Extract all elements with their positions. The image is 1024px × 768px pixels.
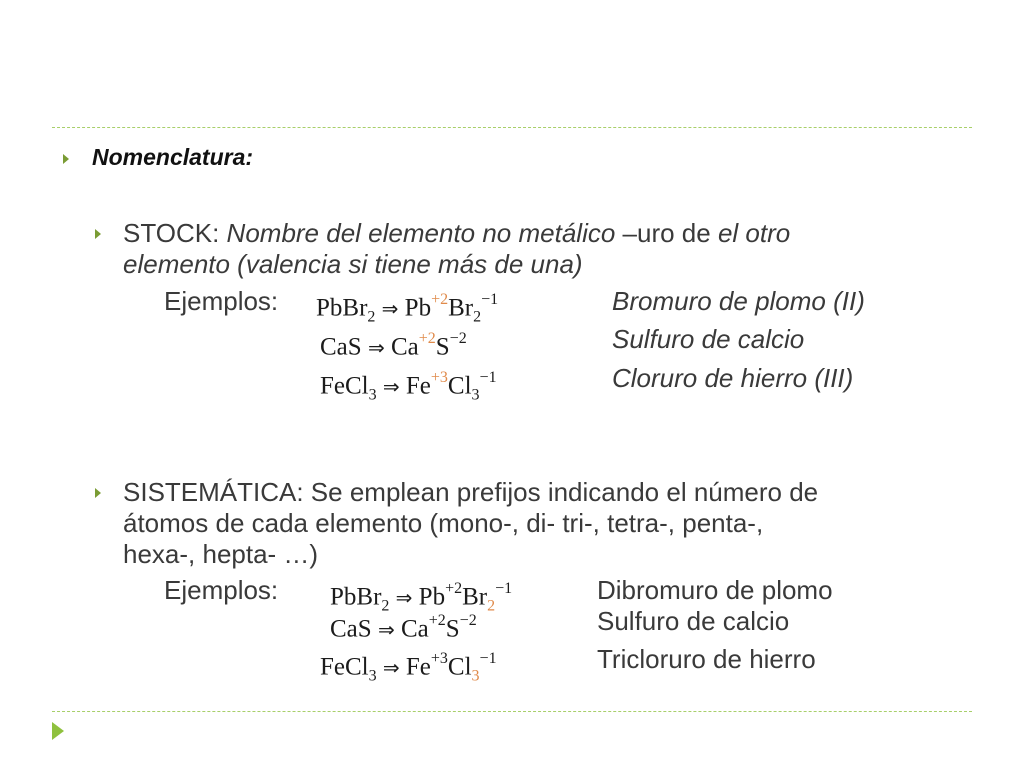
stock-example-name-3: Cloruro de hierro (III) — [612, 363, 854, 393]
top-divider — [52, 127, 972, 128]
bottom-divider — [52, 711, 972, 712]
implies-arrow-icon: ⇒ — [382, 374, 400, 399]
implies-arrow-icon: ⇒ — [381, 296, 399, 321]
stock-def-italic: Nombre del elemento no metálico — [226, 218, 623, 248]
sistematica-line-2: átomos de cada elemento (mono-, di- tri-, tetra-, penta-, — [123, 508, 764, 538]
sistematica-formula-3: FeCl$_3$ ⇒ $Fe^{+3}Cl_3^{-1}$ — [320, 650, 497, 685]
sistematica-examples-label: Ejemplos: — [164, 575, 279, 605]
stock-formula-1: PbBr$_2$ ⇒ $Pb^{+2}Br_2^{-1}$ — [316, 291, 499, 326]
stock-definition-line-1 — [123, 218, 790, 249]
stock-label: STOCK: — [123, 218, 227, 248]
stock-formula-3: FeCl$_3$ ⇒ $Fe^{+3}Cl_3^{-1}$ — [320, 369, 497, 404]
bullet-arrow-icon — [95, 488, 101, 498]
sistematica-example-name-1: Dibromuro de plomo — [597, 575, 833, 605]
bullet-arrow-icon — [95, 229, 101, 239]
implies-arrow-icon: ⇒ — [382, 655, 400, 680]
stock-def-plain: –uro de — [622, 218, 718, 248]
stock-def-italic-2: el otro — [717, 218, 791, 248]
stock-definition-line-2: elemento (valencia si tiene más de una) — [123, 249, 583, 279]
stock-example-name-2: Sulfuro de calcio — [612, 324, 805, 354]
sistematica-formula-2: CaS ⇒ $Ca^{+2}S^{-2}$ — [330, 612, 477, 643]
implies-arrow-icon: ⇒ — [367, 335, 385, 360]
stock-examples-label: Ejemplos: — [164, 286, 279, 316]
stock-formula-2: CaS ⇒ $Ca^{+2}S^{-2}$ — [320, 330, 467, 361]
sistematica-line-1: SISTEMÁTICA: Se emplean prefijos indicando el número de — [123, 477, 819, 507]
implies-arrow-icon: ⇒ — [395, 585, 413, 610]
slide-corner-arrow-icon — [52, 722, 64, 740]
sistematica-line-3: hexa-, hepta- …) — [123, 539, 319, 569]
sistematica-example-name-3: Tricloruro de hierro — [597, 644, 816, 674]
sistematica-formula-1: PbBr$_2$ ⇒ $Pb^{+2}Br_2^{-1}$ — [330, 580, 513, 615]
sistematica-example-name-2: Sulfuro de calcio — [597, 606, 790, 636]
stock-example-name-1: Bromuro de plomo (II) — [612, 286, 865, 316]
implies-arrow-icon: ⇒ — [377, 617, 395, 642]
bullet-arrow-icon — [63, 154, 69, 164]
slide-heading: Nomenclatura: — [92, 144, 254, 170]
